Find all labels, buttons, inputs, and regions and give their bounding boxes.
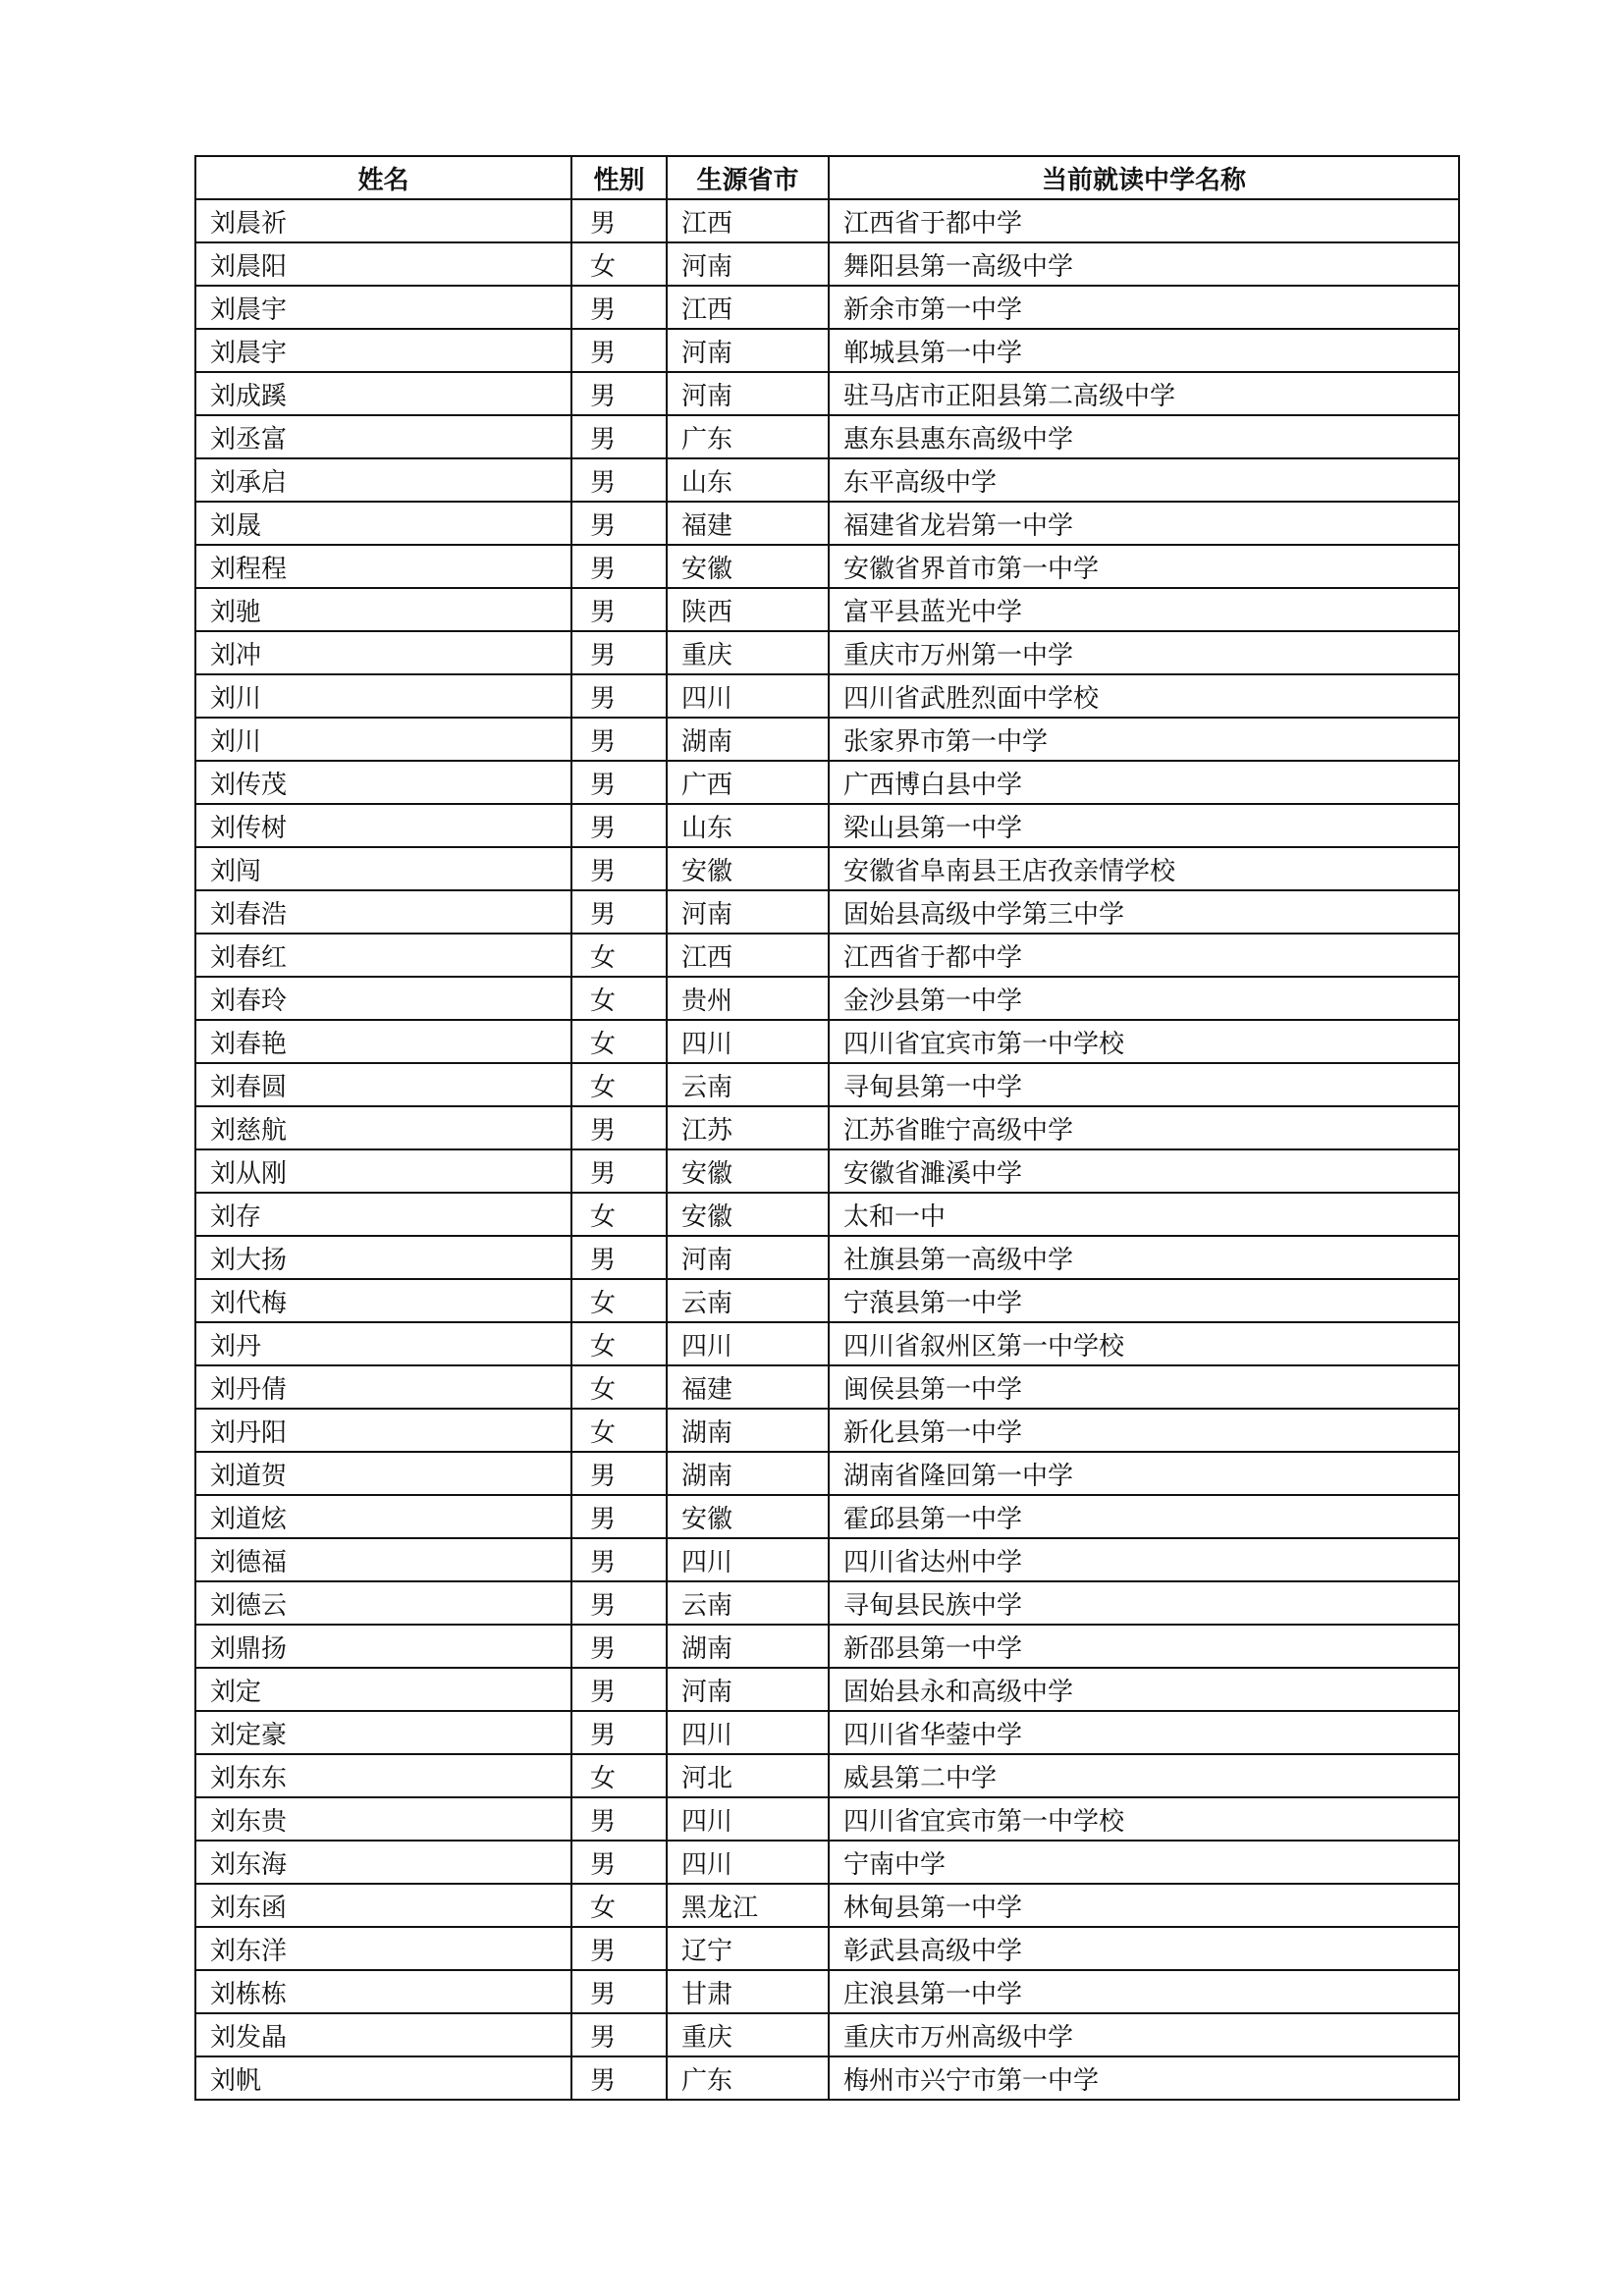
cell-gender: 女 [571, 934, 667, 977]
cell-name: 刘德福 [195, 1538, 571, 1581]
cell-school: 彰武县高级中学 [829, 1927, 1459, 1970]
cell-gender: 女 [571, 1063, 667, 1106]
cell-province: 四川 [667, 1841, 829, 1884]
cell-province: 云南 [667, 1581, 829, 1625]
table-row [195, 199, 1459, 242]
table-row [195, 1063, 1459, 1106]
table-row [195, 1797, 1459, 1841]
cell-gender: 男 [571, 1668, 667, 1711]
cell-school: 太和一中 [829, 1193, 1459, 1236]
cell-school: 安徽省界首市第一中学 [829, 545, 1459, 588]
cell-name: 刘丹 [195, 1322, 571, 1365]
table-row [195, 847, 1459, 890]
cell-school: 闽侯县第一中学 [829, 1365, 1459, 1409]
cell-gender: 男 [571, 890, 667, 934]
cell-name: 刘东函 [195, 1884, 571, 1927]
cell-name: 刘川 [195, 718, 571, 761]
table-row [195, 1841, 1459, 1884]
cell-gender: 男 [571, 458, 667, 502]
cell-school: 寻甸县民族中学 [829, 1581, 1459, 1625]
cell-school: 东平高级中学 [829, 458, 1459, 502]
cell-province: 安徽 [667, 1495, 829, 1538]
cell-gender: 女 [571, 1365, 667, 1409]
cell-name: 刘帆 [195, 2056, 571, 2100]
cell-gender: 男 [571, 1106, 667, 1149]
cell-gender: 男 [571, 1841, 667, 1884]
cell-school: 霍邱县第一中学 [829, 1495, 1459, 1538]
cell-gender: 男 [571, 847, 667, 890]
cell-province: 江苏 [667, 1106, 829, 1149]
cell-gender: 女 [571, 1279, 667, 1322]
cell-school: 广西博白县中学 [829, 761, 1459, 804]
cell-school: 郸城县第一中学 [829, 329, 1459, 372]
table-row [195, 1581, 1459, 1625]
cell-name: 刘东洋 [195, 1927, 571, 1970]
cell-province: 河南 [667, 242, 829, 286]
cell-name: 刘丹阳 [195, 1409, 571, 1452]
cell-name: 刘晨宇 [195, 329, 571, 372]
cell-gender: 男 [571, 1927, 667, 1970]
table-row [195, 1711, 1459, 1754]
table-row [195, 934, 1459, 977]
cell-name: 刘驰 [195, 588, 571, 631]
cell-school: 四川省武胜烈面中学校 [829, 674, 1459, 718]
table-row [195, 329, 1459, 372]
table-row [195, 1927, 1459, 1970]
cell-gender: 男 [571, 502, 667, 545]
cell-gender: 男 [571, 329, 667, 372]
cell-school: 梅州市兴宁市第一中学 [829, 2056, 1459, 2100]
cell-school: 江西省于都中学 [829, 934, 1459, 977]
cell-school: 新邵县第一中学 [829, 1625, 1459, 1668]
cell-school: 四川省宜宾市第一中学校 [829, 1020, 1459, 1063]
table-row [195, 1625, 1459, 1668]
cell-school: 江西省于都中学 [829, 199, 1459, 242]
cell-province: 四川 [667, 1797, 829, 1841]
cell-gender: 女 [571, 1409, 667, 1452]
cell-province: 江西 [667, 934, 829, 977]
cell-school: 舞阳县第一高级中学 [829, 242, 1459, 286]
table-row [195, 674, 1459, 718]
cell-gender: 男 [571, 1495, 667, 1538]
table-row [195, 1970, 1459, 2013]
cell-school: 固始县高级中学第三中学 [829, 890, 1459, 934]
cell-school: 四川省华蓥中学 [829, 1711, 1459, 1754]
cell-school: 安徽省濉溪中学 [829, 1149, 1459, 1193]
header-name: 姓名 [195, 156, 571, 199]
cell-province: 重庆 [667, 631, 829, 674]
cell-gender: 女 [571, 1020, 667, 1063]
cell-gender: 男 [571, 631, 667, 674]
cell-province: 黑龙江 [667, 1884, 829, 1927]
cell-school: 四川省达州中学 [829, 1538, 1459, 1581]
cell-name: 刘德云 [195, 1581, 571, 1625]
cell-gender: 男 [571, 1970, 667, 2013]
cell-province: 湖南 [667, 718, 829, 761]
cell-school: 重庆市万州第一中学 [829, 631, 1459, 674]
table-row [195, 502, 1459, 545]
cell-name: 刘冲 [195, 631, 571, 674]
cell-province: 河南 [667, 329, 829, 372]
cell-province: 甘肃 [667, 1970, 829, 2013]
cell-school: 福建省龙岩第一中学 [829, 502, 1459, 545]
cell-province: 四川 [667, 674, 829, 718]
cell-name: 刘晨祈 [195, 199, 571, 242]
cell-school: 四川省叙州区第一中学校 [829, 1322, 1459, 1365]
cell-school: 威县第二中学 [829, 1754, 1459, 1797]
table-row [195, 1236, 1459, 1279]
cell-name: 刘春红 [195, 934, 571, 977]
cell-province: 陕西 [667, 588, 829, 631]
cell-gender: 男 [571, 415, 667, 458]
cell-province: 河南 [667, 1236, 829, 1279]
table-row [195, 588, 1459, 631]
cell-province: 安徽 [667, 1193, 829, 1236]
cell-province: 四川 [667, 1020, 829, 1063]
table-row [195, 1193, 1459, 1236]
cell-province: 福建 [667, 1365, 829, 1409]
cell-school: 金沙县第一中学 [829, 977, 1459, 1020]
cell-province: 广西 [667, 761, 829, 804]
cell-school: 梁山县第一中学 [829, 804, 1459, 847]
cell-school: 江苏省睢宁高级中学 [829, 1106, 1459, 1149]
cell-gender: 男 [571, 1236, 667, 1279]
cell-name: 刘丹倩 [195, 1365, 571, 1409]
table-row [195, 1495, 1459, 1538]
cell-gender: 男 [571, 1452, 667, 1495]
cell-name: 刘存 [195, 1193, 571, 1236]
cell-name: 刘川 [195, 674, 571, 718]
header-province: 生源省市 [667, 156, 829, 199]
cell-school: 庄浪县第一中学 [829, 1970, 1459, 2013]
cell-name: 刘丞富 [195, 415, 571, 458]
cell-name: 刘发晶 [195, 2013, 571, 2056]
cell-gender: 男 [571, 372, 667, 415]
cell-school: 林甸县第一中学 [829, 1884, 1459, 1927]
cell-gender: 男 [571, 1581, 667, 1625]
cell-province: 山东 [667, 458, 829, 502]
cell-name: 刘成蹊 [195, 372, 571, 415]
cell-name: 刘鼎扬 [195, 1625, 571, 1668]
table-row [195, 890, 1459, 934]
cell-name: 刘闯 [195, 847, 571, 890]
cell-gender: 男 [571, 1625, 667, 1668]
cell-province: 云南 [667, 1279, 829, 1322]
cell-name: 刘东海 [195, 1841, 571, 1884]
cell-school: 惠东县惠东高级中学 [829, 415, 1459, 458]
cell-school: 宁蒗县第一中学 [829, 1279, 1459, 1322]
cell-name: 刘春艳 [195, 1020, 571, 1063]
table-row [195, 372, 1459, 415]
cell-gender: 男 [571, 286, 667, 329]
cell-province: 重庆 [667, 2013, 829, 2056]
cell-gender: 男 [571, 674, 667, 718]
cell-name: 刘东贵 [195, 1797, 571, 1841]
cell-name: 刘晟 [195, 502, 571, 545]
cell-province: 安徽 [667, 847, 829, 890]
cell-name: 刘程程 [195, 545, 571, 588]
cell-school: 湖南省隆回第一中学 [829, 1452, 1459, 1495]
cell-province: 河南 [667, 1668, 829, 1711]
cell-gender: 男 [571, 588, 667, 631]
cell-name: 刘慈航 [195, 1106, 571, 1149]
cell-gender: 男 [571, 718, 667, 761]
cell-name: 刘代梅 [195, 1279, 571, 1322]
cell-province: 山东 [667, 804, 829, 847]
cell-gender: 女 [571, 242, 667, 286]
table-row [195, 1452, 1459, 1495]
table-row [195, 631, 1459, 674]
table-row [195, 1754, 1459, 1797]
cell-gender: 女 [571, 1754, 667, 1797]
cell-gender: 男 [571, 761, 667, 804]
cell-gender: 男 [571, 1149, 667, 1193]
cell-school: 驻马店市正阳县第二高级中学 [829, 372, 1459, 415]
table-row [195, 2056, 1459, 2100]
cell-gender: 男 [571, 1538, 667, 1581]
table-row [195, 1322, 1459, 1365]
cell-province: 湖南 [667, 1409, 829, 1452]
cell-school: 社旗县第一高级中学 [829, 1236, 1459, 1279]
cell-gender: 男 [571, 2056, 667, 2100]
cell-school: 宁南中学 [829, 1841, 1459, 1884]
cell-gender: 男 [571, 2013, 667, 2056]
cell-province: 安徽 [667, 545, 829, 588]
student-table [194, 155, 1460, 2101]
cell-name: 刘春浩 [195, 890, 571, 934]
table-row [195, 1409, 1459, 1452]
cell-name: 刘定 [195, 1668, 571, 1711]
cell-name: 刘传树 [195, 804, 571, 847]
cell-gender: 女 [571, 1322, 667, 1365]
table-row [195, 242, 1459, 286]
cell-name: 刘传茂 [195, 761, 571, 804]
cell-province: 四川 [667, 1322, 829, 1365]
cell-school: 新化县第一中学 [829, 1409, 1459, 1452]
cell-name: 刘定豪 [195, 1711, 571, 1754]
cell-province: 贵州 [667, 977, 829, 1020]
cell-gender: 男 [571, 1711, 667, 1754]
cell-school: 寻甸县第一中学 [829, 1063, 1459, 1106]
cell-province: 河北 [667, 1754, 829, 1797]
table-row [195, 1884, 1459, 1927]
table-row [195, 977, 1459, 1020]
table-row [195, 458, 1459, 502]
cell-gender: 男 [571, 804, 667, 847]
cell-name: 刘春圆 [195, 1063, 571, 1106]
table-row [195, 1106, 1459, 1149]
cell-gender: 男 [571, 199, 667, 242]
cell-gender: 男 [571, 1797, 667, 1841]
cell-province: 福建 [667, 502, 829, 545]
cell-gender: 男 [571, 545, 667, 588]
cell-school: 安徽省阜南县王店孜亲情学校 [829, 847, 1459, 890]
cell-name: 刘道贺 [195, 1452, 571, 1495]
table-row [195, 1365, 1459, 1409]
table-row [195, 804, 1459, 847]
cell-name: 刘晨阳 [195, 242, 571, 286]
table-row [195, 761, 1459, 804]
cell-gender: 女 [571, 1193, 667, 1236]
cell-province: 辽宁 [667, 1927, 829, 1970]
table-header-row [195, 156, 1459, 199]
cell-province: 广东 [667, 415, 829, 458]
table-row [195, 1668, 1459, 1711]
cell-name: 刘从刚 [195, 1149, 571, 1193]
table-row [195, 286, 1459, 329]
cell-name: 刘春玲 [195, 977, 571, 1020]
cell-province: 湖南 [667, 1625, 829, 1668]
cell-name: 刘道炫 [195, 1495, 571, 1538]
cell-province: 安徽 [667, 1149, 829, 1193]
table-row [195, 718, 1459, 761]
cell-province: 四川 [667, 1711, 829, 1754]
cell-school: 四川省宜宾市第一中学校 [829, 1797, 1459, 1841]
cell-province: 河南 [667, 372, 829, 415]
cell-province: 江西 [667, 286, 829, 329]
cell-school: 新余市第一中学 [829, 286, 1459, 329]
table-row [195, 415, 1459, 458]
cell-name: 刘东东 [195, 1754, 571, 1797]
cell-name: 刘晨宇 [195, 286, 571, 329]
cell-province: 江西 [667, 199, 829, 242]
table-row [195, 2013, 1459, 2056]
cell-gender: 女 [571, 1884, 667, 1927]
cell-school: 重庆市万州高级中学 [829, 2013, 1459, 2056]
table-row [195, 1149, 1459, 1193]
cell-gender: 女 [571, 977, 667, 1020]
cell-name: 刘栋栋 [195, 1970, 571, 2013]
cell-school: 富平县蓝光中学 [829, 588, 1459, 631]
cell-name: 刘大扬 [195, 1236, 571, 1279]
table-row [195, 1020, 1459, 1063]
table-row [195, 1538, 1459, 1581]
header-school: 当前就读中学名称 [829, 156, 1459, 199]
cell-province: 河南 [667, 890, 829, 934]
table-row [195, 1279, 1459, 1322]
cell-school: 固始县永和高级中学 [829, 1668, 1459, 1711]
header-gender: 性别 [571, 156, 667, 199]
cell-school: 张家界市第一中学 [829, 718, 1459, 761]
table-row [195, 545, 1459, 588]
cell-province: 四川 [667, 1538, 829, 1581]
cell-province: 广东 [667, 2056, 829, 2100]
cell-province: 云南 [667, 1063, 829, 1106]
cell-province: 湖南 [667, 1452, 829, 1495]
cell-name: 刘承启 [195, 458, 571, 502]
